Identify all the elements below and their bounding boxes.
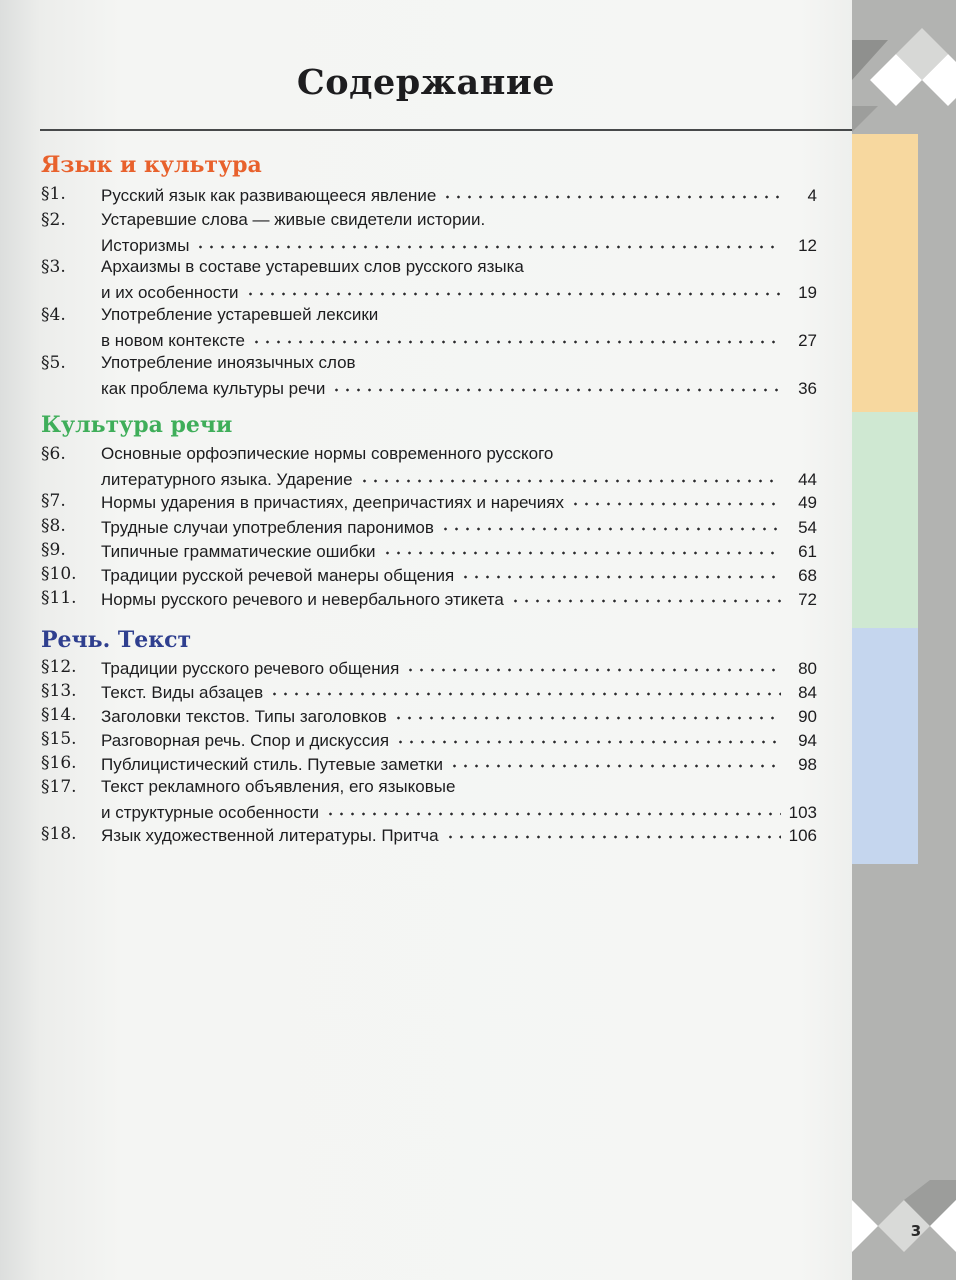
toc-entry-line: [101, 753, 817, 775]
toc-entry-line: [101, 564, 817, 586]
toc-entry-text: Типичные грамматические ошибки: [101, 542, 376, 561]
toc-page-number[interactable]: 84: [798, 683, 817, 702]
toc-entry-text: Нормы ударения в причастиях, деепричастиях и наречиях: [101, 493, 564, 512]
toc-entry-text: Употребление иноязычных слов: [101, 353, 356, 372]
toc-entry-text: Нормы русского речевого и невербального этикета: [101, 590, 504, 609]
dot-leader: [445, 822, 781, 839]
dot-leader: [442, 182, 781, 199]
toc-page-number[interactable]: 12: [798, 236, 817, 255]
toc-entry-number: §13.: [41, 681, 77, 701]
section-speech-text-heading: Речь. Текст: [41, 627, 192, 653]
toc-entry-number: §12.: [41, 657, 77, 677]
toc-entry-line: [101, 184, 817, 206]
toc-entry-text: Публицистический стиль. Путевые заметки: [101, 755, 444, 774]
dot-leader: [510, 586, 781, 603]
toc-entry-line: [101, 777, 817, 797]
toc-entry-text: и структурные особенности: [101, 803, 320, 822]
toc-page-number[interactable]: 72: [798, 590, 817, 609]
toc-page-number[interactable]: 68: [798, 566, 817, 585]
toc-entry-text: Разговорная речь. Спор и дискуссия: [101, 731, 390, 750]
toc-entry-number: §15.: [41, 729, 77, 749]
page-title: Содержание: [296, 62, 556, 103]
dot-leader: [359, 466, 781, 483]
dot-leader: [251, 327, 781, 344]
toc-entry-line: [101, 257, 817, 277]
toc-entry-number: §6.: [41, 444, 66, 464]
band-green: [852, 412, 918, 628]
toc-entry-text: литературного языка. Ударение: [101, 470, 353, 489]
toc-entry-number: §14.: [41, 705, 77, 725]
toc-entry-number: §1.: [41, 184, 66, 204]
toc-entry-text: Традиции русского речевого общения: [101, 659, 400, 678]
dot-leader: [195, 232, 781, 249]
toc-entry-text: Трудные случаи употребления паронимов: [101, 518, 434, 537]
toc-page-number[interactable]: 90: [798, 707, 817, 726]
toc-entry-line: [101, 801, 817, 823]
dot-leader: [395, 727, 781, 744]
toc-page-number[interactable]: 49: [798, 493, 817, 512]
toc-page-number[interactable]: 36: [798, 379, 817, 398]
dot-leader: [570, 489, 781, 506]
toc-entry-text: Употребление устаревшей лексики: [101, 305, 379, 324]
toc-entry-line: [101, 234, 817, 256]
dot-leader: [460, 562, 781, 579]
toc-entry-line: [101, 281, 817, 303]
toc-entry-number: §11.: [41, 588, 77, 608]
toc-page-number[interactable]: 44: [798, 470, 817, 489]
toc-entry-line: [101, 729, 817, 751]
toc-page-number[interactable]: 54: [798, 518, 817, 537]
toc-entry-text: и их особенности: [101, 283, 239, 302]
dot-leader: [449, 751, 781, 768]
band-blue: [852, 628, 918, 864]
toc-entry-line: [101, 540, 817, 562]
toc-entry-number: §4.: [41, 305, 66, 325]
toc-page-number[interactable]: 80: [798, 659, 817, 678]
toc-entry-number: §5.: [41, 353, 66, 373]
toc-entry-line: [101, 824, 817, 846]
toc-page-number[interactable]: 19: [798, 283, 817, 302]
toc-entry-line: [101, 681, 817, 703]
toc-entry-text: Традиции русской речевой манеры общения: [101, 566, 455, 585]
toc-entry-line: [101, 353, 817, 373]
dot-leader: [405, 655, 781, 672]
toc-entry-text: Текст рекламного объявления, его языковые: [101, 777, 456, 796]
toc-entry-text: как проблема культуры речи: [101, 379, 326, 398]
toc-entry-line: [101, 657, 817, 679]
title-rule: [40, 129, 852, 131]
toc-entry-line: [101, 491, 817, 513]
toc-entry-text: Архаизмы в составе устаревших слов русского языка: [101, 257, 524, 276]
dot-leader: [331, 375, 781, 392]
toc-entry-line: [101, 210, 817, 230]
dot-leader: [393, 703, 781, 720]
dot-leader: [269, 679, 781, 696]
toc-page-number[interactable]: 27: [798, 331, 817, 350]
toc-page-number[interactable]: 4: [807, 186, 817, 205]
color-sidebar: [852, 0, 956, 1280]
toc-entry-text: Устаревшие слова — живые свидетели истории.: [101, 210, 486, 229]
toc-entry-line: [101, 444, 817, 464]
toc-entry-number: §18.: [41, 824, 77, 844]
toc-entry-text: Текст. Виды абзацев: [101, 683, 264, 702]
toc-page-number[interactable]: 106: [788, 826, 817, 845]
toc-entry-line: [101, 588, 817, 610]
toc-page-number[interactable]: 98: [798, 755, 817, 774]
toc-entry-number: §17.: [41, 777, 77, 797]
dot-leader: [325, 799, 781, 816]
section-language-culture-heading: Язык и культура: [41, 152, 262, 178]
toc-entry-number: §9.: [41, 540, 66, 560]
toc-entry-text: Историзмы: [101, 236, 190, 255]
toc-entry-text: Русский язык как развивающееся явление: [101, 186, 437, 205]
toc-entry-text: Основные орфоэпические нормы современного русского: [101, 444, 554, 463]
dot-leader: [440, 514, 781, 531]
toc-entry-text: Заголовки текстов. Типы заголовков: [101, 707, 387, 726]
toc-entry-line: [101, 305, 817, 325]
toc-entry-line: [101, 329, 817, 351]
toc-entry-line: [101, 468, 817, 490]
dot-leader: [382, 538, 781, 555]
toc-entry-number: §8.: [41, 516, 66, 536]
toc-entry-line: [101, 705, 817, 727]
toc-entry-line: [101, 377, 817, 399]
toc-page-number[interactable]: 94: [798, 731, 817, 750]
toc-entry-number: §2.: [41, 210, 66, 230]
page-number: 3: [910, 1222, 922, 1240]
toc-entry-number: §16.: [41, 753, 77, 773]
toc-entry-number: §3.: [41, 257, 66, 277]
toc-entry-line: [101, 516, 817, 538]
section-speech-culture-heading: Культура речи: [41, 412, 233, 438]
band-orange: [852, 134, 918, 412]
toc-entry-text: в новом контексте: [101, 331, 246, 350]
toc-entry-text: Язык художественной литературы. Притча: [101, 826, 439, 845]
diamond-pattern-top: [852, 0, 956, 134]
toc-entry-number: §7.: [41, 491, 66, 511]
toc-entry-number: §10.: [41, 564, 77, 584]
toc-page-number[interactable]: 103: [788, 803, 817, 822]
dot-leader: [245, 279, 781, 296]
toc-page-number[interactable]: 61: [798, 542, 817, 561]
